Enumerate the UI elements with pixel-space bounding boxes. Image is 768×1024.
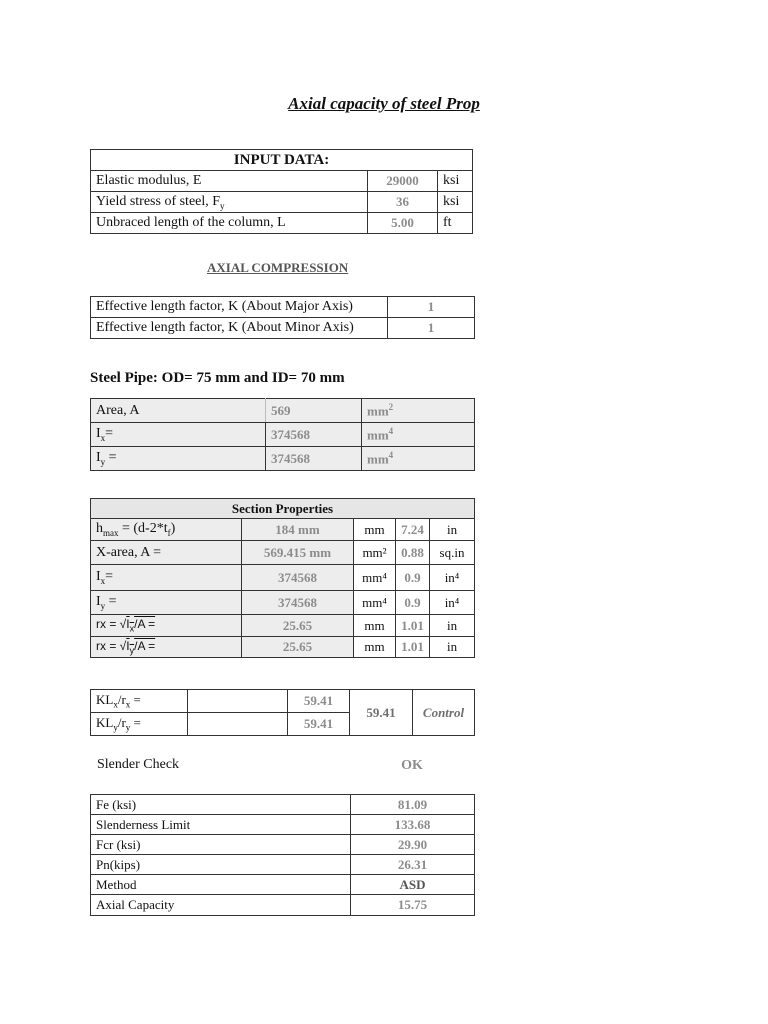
sp-iy-end: = (105, 594, 117, 610)
pipe-iy-label-text: I (96, 450, 101, 466)
kly-a-sub: y (113, 722, 118, 733)
rx-major-suffix: /A = (134, 617, 156, 632)
sp-ix-value2: 0.9 (396, 565, 430, 591)
hmax-value2: 7.24 (396, 519, 430, 541)
kly-c: = (130, 715, 141, 731)
sp-ix-unit1: mm⁴ (354, 565, 396, 591)
rx-minor-label (91, 637, 242, 658)
rx-minor-i: I (126, 638, 130, 653)
pipe-ix-unit-sup: 4 (388, 425, 394, 436)
hmax-end: ) (170, 521, 176, 537)
fcr-value: 29.90 (351, 835, 475, 855)
yield-stress-unit: ksi (438, 192, 473, 213)
page-title: Axial capacity of steel Prop (288, 94, 480, 113)
klx-label (91, 690, 188, 713)
pipe-area-label: Area, A (91, 399, 266, 423)
xarea-unit1: mm² (354, 541, 396, 565)
kly-label (91, 713, 188, 736)
slender-check-value: OK (401, 758, 423, 773)
sqrt-icon: √ (119, 617, 127, 632)
steel-pipe-heading: Steel Pipe: OD= 75 mm and ID= 70 mm (90, 370, 345, 386)
sp-iy-sub: y (100, 600, 106, 611)
sp-iy-i: I (96, 594, 101, 610)
pipe-iy-unit-sup: 4 (388, 449, 394, 460)
sp-iy-value2: 0.9 (396, 591, 430, 615)
slender-check-label: Slender Check (97, 757, 180, 772)
rx-major-value: 25.65 (242, 615, 354, 637)
sp-iy-label (91, 591, 242, 615)
hmax-unit1: mm (354, 519, 396, 541)
sp-iy-unit2: in⁴ (430, 591, 475, 615)
xarea-value2: 0.88 (396, 541, 430, 565)
rx-minor-value: 25.65 (242, 637, 354, 658)
sp-ix-sub: x (100, 575, 106, 586)
pipe-iy-sub: y (100, 456, 106, 467)
pipe-properties-table (90, 398, 475, 471)
rx-major-value2: 1.01 (396, 615, 430, 637)
rx-major-label (91, 615, 242, 637)
rx-minor-value2: 1.01 (396, 637, 430, 658)
rx-major-radicand (126, 617, 156, 634)
pipe-ix-suffix: = (105, 426, 114, 442)
slenderness-ratio-table (90, 689, 475, 736)
pipe-area-unit-text: mm (367, 403, 389, 419)
klx-b: /r (117, 692, 126, 708)
k-major-value: 1 (388, 297, 475, 318)
kl-max-value: 59.41 (350, 690, 413, 736)
xarea-label: X-area, A = (91, 541, 242, 565)
rx-major-unit2: in (430, 615, 475, 637)
hmax-sub2: f (167, 527, 171, 538)
k-major-label: Effective length factor, K (About Major Axis) (91, 297, 388, 318)
yield-stress-label-text: Yield stress of steel, F (96, 193, 221, 209)
results-table (90, 794, 475, 916)
rx-minor-sub: y (129, 645, 135, 656)
sp-ix-i: I (96, 569, 101, 585)
k-minor-value: 1 (388, 318, 475, 339)
hmax-h: h (96, 521, 103, 537)
axial-capacity-value: 15.75 (351, 895, 475, 916)
pipe-area-value: 569 (266, 399, 362, 423)
elastic-modulus-label: Elastic modulus, E (91, 171, 368, 192)
xarea-unit2: sq.in (430, 541, 475, 565)
pipe-iy-label (91, 447, 266, 471)
rx-major-i: I (126, 617, 130, 632)
slenderness-limit-value: 133.68 (351, 815, 475, 835)
yield-stress-label (91, 192, 368, 213)
k-minor-label: Effective length factor, K (About Minor Axis) (91, 318, 388, 339)
sp-iy-value: 374568 (242, 591, 354, 615)
rx-minor-suffix: /A = (134, 638, 156, 653)
kly-b-sub: y (125, 722, 131, 733)
klx-value: 59.41 (288, 690, 350, 713)
input-data-table (90, 149, 473, 234)
hmax-rest: = (d-2*t (118, 521, 168, 537)
slenderness-limit-label: Slenderness Limit (91, 815, 351, 835)
sp-ix-value: 374568 (242, 565, 354, 591)
xarea-value: 569.415 mm (242, 541, 354, 565)
pipe-iy-value: 374568 (266, 447, 362, 471)
input-data-header: INPUT DATA: (91, 150, 473, 171)
rx-major-sub: x (129, 623, 135, 634)
kly-value: 59.41 (288, 713, 350, 736)
kly-blank (188, 713, 288, 736)
pn-value: 26.31 (351, 855, 475, 875)
kly-b: /r (117, 715, 126, 731)
fe-label: Fe (ksi) (91, 795, 351, 815)
rx-major-unit1: mm (354, 615, 396, 637)
axial-capacity-label: Axial Capacity (91, 895, 351, 916)
pipe-ix-sub: x (100, 432, 106, 443)
method-label: Method (91, 875, 351, 895)
hmax-sub: max (103, 527, 119, 538)
pipe-area-unit-sup: 2 (388, 401, 394, 412)
section-properties-table (90, 498, 475, 658)
klx-c: = (130, 692, 141, 708)
hmax-label (91, 519, 242, 541)
yield-stress-subscript: y (220, 200, 225, 211)
pipe-ix-value: 374568 (266, 423, 362, 447)
klx-a: KL (96, 692, 114, 708)
rx-minor-unit1: mm (354, 637, 396, 658)
elastic-modulus-value: 29000 (368, 171, 438, 192)
unbraced-length-label: Unbraced length of the column, L (91, 213, 368, 234)
rx-minor-unit2: in (430, 637, 475, 658)
klx-blank (188, 690, 288, 713)
control-label: Control (413, 690, 475, 736)
pipe-iy-unit-text: mm (367, 451, 389, 467)
sp-iy-unit1: mm⁴ (354, 591, 396, 615)
unbraced-length-value: 5.00 (368, 213, 438, 234)
method-value: ASD (351, 875, 475, 895)
pipe-area-unit (362, 399, 475, 423)
rx-major-prefix: rx = (96, 617, 120, 632)
pipe-ix-label (91, 423, 266, 447)
hmax-unit2: in (430, 519, 475, 541)
fcr-label: Fcr (ksi) (91, 835, 351, 855)
effective-length-table (90, 296, 475, 339)
pipe-iy-unit (362, 447, 475, 471)
pipe-ix-label-text: I (96, 426, 101, 442)
unbraced-length-unit: ft (438, 213, 473, 234)
yield-stress-value: 36 (368, 192, 438, 213)
rx-minor-prefix: rx = (96, 638, 120, 653)
hmax-value: 184 mm (242, 519, 354, 541)
sqrt-icon: √ (119, 638, 127, 653)
fe-value: 81.09 (351, 795, 475, 815)
klx-b-sub: x (125, 699, 131, 710)
elastic-modulus-unit: ksi (438, 171, 473, 192)
rx-minor-radicand (126, 638, 156, 656)
section-properties-header: Section Properties (91, 499, 475, 519)
pipe-ix-unit (362, 423, 475, 447)
kly-a: KL (96, 715, 114, 731)
pn-label: Pn(kips) (91, 855, 351, 875)
pipe-ix-unit-text: mm (367, 427, 389, 443)
sp-ix-end: = (105, 569, 114, 585)
axial-compression-label: AXIAL COMPRESSION (207, 260, 349, 275)
pipe-iy-suffix: = (105, 450, 117, 466)
sp-ix-label (91, 565, 242, 591)
sp-ix-unit2: in⁴ (430, 565, 475, 591)
klx-a-sub: x (113, 699, 118, 710)
